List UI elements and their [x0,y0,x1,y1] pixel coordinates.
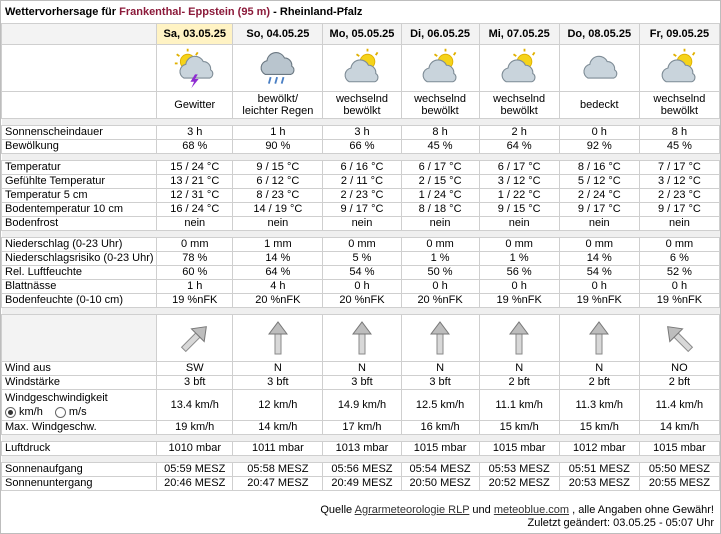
row-bodenfeuchte-0-10-cm-value: 19 %nFK [479,294,559,308]
title-separator: - [270,6,280,18]
wind-gust-value: 17 km/h [323,421,401,435]
row-blattnässe-value: 0 h [401,280,479,294]
wind-speed-value: 12 km/h [233,390,323,421]
wind-gust-value: 15 km/h [479,421,559,435]
row-niederschlag-0-23-uhr-value: 0 mm [639,238,719,252]
unit-kmh-label: km/h [19,406,43,418]
row-temperatur-5-cm-value: 2 / 24 °C [559,189,639,203]
wind-direction-value: N [323,362,401,376]
row-niederschlag-0-23-uhr-value: 0 mm [323,238,401,252]
wind-direction-label: Wind aus [2,362,157,376]
title-prefix: Wettervorhersage für [5,6,120,18]
wind-strength-value: 2 bft [639,376,719,390]
section-separator [2,435,720,442]
row-bewölkung-value: 45 % [401,140,479,154]
row-luftdruck-value: 1011 mbar [233,442,323,456]
row-bodenfeuchte-0-10-cm-value: 20 %nFK [233,294,323,308]
desc-line-1: wechselnd [414,93,467,105]
unit-ms-label: m/s [68,406,87,418]
weather-icon-cell [479,45,559,92]
row-bodenfeuchte-0-10-cm-value: 20 %nFK [401,294,479,308]
section-separator [2,456,720,463]
source-and: und [469,504,494,516]
separator-cell [2,119,720,126]
desc-line-2: bewölkt [343,105,381,117]
row-sonnenscheindauer-value: 1 h [233,126,323,140]
wind-direction-value: N [233,362,323,376]
weather-icon-cell [559,45,639,92]
sun-cloud-icon [497,46,541,90]
wind-direction-row [2,362,720,376]
row-niederschlagsrisiko-0-23-uhr-value: 1 % [401,252,479,266]
row-luftdruck-value: 1015 mbar [639,442,719,456]
wind-strength-row [2,376,720,390]
row-sonnenscheindauer [2,126,720,140]
separator-cell [2,308,720,315]
row-niederschlagsrisiko-0-23-uhr-value: 14 % [559,252,639,266]
row-temperatur-label: Temperatur [2,161,157,175]
wind-arrow-cell [233,315,323,362]
section-separator [2,154,720,161]
cloud-rain-icon [256,46,300,90]
row-niederschlag-0-23-uhr-value: 0 mm [479,238,559,252]
row-sonnenuntergang-value: 20:47 MESZ [233,477,323,491]
row-bodenfrost-value: nein [233,217,323,231]
row-luftdruck-label: Luftdruck [2,442,157,456]
row-sonnenuntergang-value: 20:55 MESZ [639,477,719,491]
wind-speed-value: 11.4 km/h [639,390,719,421]
row-blattnässe-value: 0 h [323,280,401,294]
row-niederschlag-0-23-uhr-value: 0 mm [401,238,479,252]
row-sonnenaufgang-label: Sonnenaufgang [2,463,157,477]
row-niederschlag-0-23-uhr-label: Niederschlag (0-23 Uhr) [2,238,157,252]
row-blattnässe-value: 0 h [479,280,559,294]
row-luftdruck [2,442,720,456]
row-sonnenaufgang-value: 05:50 MESZ [639,463,719,477]
row-temperatur-5-cm [2,189,720,203]
row-blattnässe-label: Blattnässe [2,280,157,294]
wind-direction-value: N [479,362,559,376]
wind-speed-row [2,390,720,421]
row-bodentemperatur-10-cm-label: Bodentemperatur 10 cm [2,203,157,217]
row-bodenfrost-value: nein [323,217,401,231]
row-sonnenscheindauer-label: Sonnenscheindauer [2,126,157,140]
row-temperatur-5-cm-value: 1 / 24 °C [401,189,479,203]
row-sonnenuntergang-value: 20:53 MESZ [559,477,639,491]
row-niederschlagsrisiko-0-23-uhr-value: 5 % [323,252,401,266]
day-header-row [2,24,720,45]
weather-description [233,92,323,119]
row-rel-luftfeuchte-value: 64 % [233,266,323,280]
wind-speed-value: 12.5 km/h [401,390,479,421]
desc-line-2: bewölkt [500,105,538,117]
row-sonnenaufgang-value: 05:56 MESZ [323,463,401,477]
separator-cell [2,231,720,238]
wind-direction-value: NO [639,362,719,376]
wind-strength-value: 3 bft [157,376,233,390]
weather-description [401,92,479,119]
weather-description [157,92,233,119]
weather-description [323,92,401,119]
desc-line-1: wechselnd [653,93,706,105]
row-gefühlte-temperatur-value: 13 / 21 °C [157,175,233,189]
row-niederschlag-0-23-uhr-value: 1 mm [233,238,323,252]
day-header[interactable]: Sa, 03.05.25 [157,24,233,45]
desc-row-label [2,92,157,119]
row-rel-luftfeuchte-value: 56 % [479,266,559,280]
row-bodenfeuchte-0-10-cm-value: 20 %nFK [323,294,401,308]
desc-line-2: bewölkt [421,105,459,117]
row-rel-luftfeuchte [2,266,720,280]
row-luftdruck-value: 1010 mbar [157,442,233,456]
row-temperatur-5-cm-value: 2 / 23 °C [323,189,401,203]
row-rel-luftfeuchte-value: 54 % [323,266,401,280]
wind-gust-row [2,421,720,435]
row-sonnenuntergang-value: 20:52 MESZ [479,477,559,491]
row-bodenfeuchte-0-10-cm-value: 19 %nFK [559,294,639,308]
row-sonnenscheindauer-value: 2 h [479,126,559,140]
wind-arrow-icon [499,318,539,358]
row-rel-luftfeuchte-value: 54 % [559,266,639,280]
row-bewölkung-value: 45 % [639,140,719,154]
row-rel-luftfeuchte-label: Rel. Luftfeuchte [2,266,157,280]
wind-gust-value: 14 km/h [639,421,719,435]
row-blattnässe-value: 0 h [559,280,639,294]
wind-strength-value: 3 bft [401,376,479,390]
sun-cloud-icon [418,46,462,90]
row-sonnenaufgang-value: 05:51 MESZ [559,463,639,477]
row-bodenfrost-value: nein [559,217,639,231]
row-sonnenuntergang-value: 20:50 MESZ [401,477,479,491]
wind-speed-label-cell [2,390,157,421]
wind-strength-value: 3 bft [323,376,401,390]
wind-gust-value: 15 km/h [559,421,639,435]
wind-gust-label: Max. Windgeschw. [2,421,157,435]
wind-strength-value: 2 bft [479,376,559,390]
disclaimer: , alle Angaben ohne Gewähr! [569,504,714,516]
row-bodenfrost-value: nein [479,217,559,231]
row-luftdruck-value: 1015 mbar [401,442,479,456]
row-luftdruck-value: 1013 mbar [323,442,401,456]
wind-arrow-cell [639,315,719,362]
row-sonnenscheindauer-value: 8 h [639,126,719,140]
desc-line-1: wechselnd [493,93,546,105]
desc-line-1: bewölkt/ [257,93,299,105]
row-niederschlag-0-23-uhr [2,238,720,252]
wind-arrow-cell [479,315,559,362]
cloud-icon [577,46,621,90]
meteoblue-link[interactable]: meteoblue.com [493,504,570,516]
wind-strength-value: 3 bft [233,376,323,390]
row-rel-luftfeuchte-value: 52 % [639,266,719,280]
row-temperatur-value: 7 / 17 °C [639,161,719,175]
weather-icon-cell [157,45,233,92]
row-niederschlag-0-23-uhr-value: 0 mm [157,238,233,252]
forecast-table [1,23,720,491]
day-header[interactable]: Di, 06.05.25 [401,24,479,45]
agrarmeteorologie-link[interactable]: Agrarmeteorologie RLP [354,504,470,516]
sun-cloud-icon [657,46,701,90]
row-bodenfrost-label: Bodenfrost [2,217,157,231]
row-temperatur-5-cm-value: 1 / 22 °C [479,189,559,203]
desc-line-1: bedeckt [580,99,619,111]
unit-ms-radio[interactable] [55,407,66,418]
separator-cell [2,154,720,161]
wind-strength-label: Windstärke [2,376,157,390]
day-header[interactable]: So, 04.05.25 [233,24,323,45]
weather-icon-cell [639,45,719,92]
row-sonnenaufgang [2,463,720,477]
sun-cloud-thunder-icon [173,46,217,90]
desc-line-2: leichter Regen [242,105,314,117]
row-bewölkung [2,140,720,154]
row-temperatur-value: 6 / 17 °C [479,161,559,175]
row-blattnässe-value: 0 h [639,280,719,294]
row-sonnenaufgang-value: 05:54 MESZ [401,463,479,477]
desc-line-1: wechselnd [335,93,388,105]
row-temperatur-value: 8 / 16 °C [559,161,639,175]
row-rel-luftfeuchte-value: 50 % [401,266,479,280]
wind-direction-value: N [401,362,479,376]
weather-description [639,92,719,119]
row-temperatur-5-cm-value: 2 / 23 °C [639,189,719,203]
wind-strength-value: 2 bft [559,376,639,390]
wind-arrow-row [2,315,720,362]
wind-arrow-icon [342,318,382,358]
row-gefühlte-temperatur-label: Gefühlte Temperatur [2,175,157,189]
desc-line-2: bewölkt [660,105,699,117]
row-blattnässe-value: 4 h [233,280,323,294]
wind-gust-value: 19 km/h [157,421,233,435]
row-temperatur-value: 9 / 15 °C [233,161,323,175]
row-gefühlte-temperatur-value: 2 / 11 °C [323,175,401,189]
location-name: Frankenthal- Eppstein (95 m) [119,6,271,18]
day-header[interactable]: Do, 08.05.25 [559,24,639,45]
weather-icon-row [2,45,720,92]
row-sonnenscheindauer-value: 3 h [323,126,401,140]
row-bodenfeuchte-0-10-cm-value: 19 %nFK [157,294,233,308]
sun-cloud-icon [340,46,384,90]
row-sonnenuntergang-value: 20:46 MESZ [157,477,233,491]
row-niederschlagsrisiko-0-23-uhr-value: 6 % [639,252,719,266]
row-temperatur-5-cm-label: Temperatur 5 cm [2,189,157,203]
row-gefühlte-temperatur-value: 5 / 12 °C [559,175,639,189]
row-bodenfeuchte-0-10-cm-label: Bodenfeuchte (0-10 cm) [2,294,157,308]
row-sonnenaufgang-value: 05:59 MESZ [157,463,233,477]
row-temperatur-value: 6 / 16 °C [323,161,401,175]
section-separator [2,308,720,315]
row-gefühlte-temperatur-value: 3 / 12 °C [479,175,559,189]
row-sonnenuntergang [2,477,720,491]
row-bodenfeuchte-0-10-cm [2,294,720,308]
row-gefühlte-temperatur-value: 6 / 12 °C [233,175,323,189]
section-separator [2,231,720,238]
page-title [1,1,720,23]
row-sonnenaufgang-value: 05:53 MESZ [479,463,559,477]
weather-description-row [2,92,720,119]
wind-arrow-icon [258,318,298,358]
separator-cell [2,435,720,442]
footer [320,504,714,530]
day-header[interactable]: Mi, 07.05.25 [479,24,559,45]
wind-arrow-cell [157,315,233,362]
row-bodenfeuchte-0-10-cm-value: 19 %nFK [639,294,719,308]
row-niederschlagsrisiko-0-23-uhr-label: Niederschlagsrisiko (0-23 Uhr) [2,252,157,266]
unit-kmh-radio[interactable] [5,407,16,418]
wind-arrow-cell [401,315,479,362]
weather-icon-cell [233,45,323,92]
row-temperatur-5-cm-value: 12 / 31 °C [157,189,233,203]
wind-direction-value: SW [157,362,233,376]
row-bodentemperatur-10-cm-value: 9 / 17 °C [323,203,401,217]
row-niederschlagsrisiko-0-23-uhr-value: 14 % [233,252,323,266]
row-gefühlte-temperatur-value: 2 / 15 °C [401,175,479,189]
row-temperatur-5-cm-value: 8 / 23 °C [233,189,323,203]
desc-line-1: Gewitter [174,99,216,111]
row-luftdruck-value: 1012 mbar [559,442,639,456]
wind-arrow-icon [175,318,215,358]
weather-description [479,92,559,119]
row-temperatur-value: 15 / 24 °C [157,161,233,175]
wind-arrow-icon [579,318,619,358]
row-sonnenscheindauer-value: 0 h [559,126,639,140]
row-niederschlagsrisiko-0-23-uhr-value: 78 % [157,252,233,266]
arrow-row-label [2,315,157,362]
day-header[interactable]: Mo, 05.05.25 [323,24,401,45]
wind-direction-value: N [559,362,639,376]
row-bodenfrost [2,217,720,231]
day-header[interactable]: Fr, 09.05.25 [639,24,719,45]
row-bewölkung-value: 66 % [323,140,401,154]
row-bodenfrost-value: nein [157,217,233,231]
wind-arrow-cell [323,315,401,362]
wind-arrow-cell [559,315,639,362]
wind-gust-value: 14 km/h [233,421,323,435]
wind-gust-value: 16 km/h [401,421,479,435]
row-temperatur-value: 6 / 17 °C [401,161,479,175]
row-bewölkung-value: 92 % [559,140,639,154]
last-changed: Zuletzt geändert: 03.05.25 - 05:07 Uhr [527,517,714,529]
row-bodenfrost-value: nein [401,217,479,231]
region-name: Rheinland-Pfalz [279,6,363,18]
row-bodentemperatur-10-cm-value: 9 / 17 °C [559,203,639,217]
row-bewölkung-label: Bewölkung [2,140,157,154]
wind-speed-value: 13.4 km/h [157,390,233,421]
row-bodenfrost-value: nein [639,217,719,231]
row-bodentemperatur-10-cm-value: 9 / 15 °C [479,203,559,217]
section-separator [2,119,720,126]
icon-row-label [2,45,157,92]
separator-cell [2,456,720,463]
row-blattnässe [2,280,720,294]
weather-description [559,92,639,119]
row-bewölkung-value: 68 % [157,140,233,154]
unit-selector [5,406,156,418]
wind-arrow-icon [659,318,699,358]
row-niederschlag-0-23-uhr-value: 0 mm [559,238,639,252]
row-sonnenuntergang-label: Sonnenuntergang [2,477,157,491]
wind-speed-value: 11.3 km/h [559,390,639,421]
header-corner [2,24,157,45]
weather-icon-cell [401,45,479,92]
row-bodentemperatur-10-cm-value: 9 / 17 °C [639,203,719,217]
row-rel-luftfeuchte-value: 60 % [157,266,233,280]
row-sonnenuntergang-value: 20:49 MESZ [323,477,401,491]
row-bodentemperatur-10-cm-value: 14 / 19 °C [233,203,323,217]
weather-icon-cell [323,45,401,92]
wind-speed-value: 11.1 km/h [479,390,559,421]
wind-speed-value: 14.9 km/h [323,390,401,421]
row-gefühlte-temperatur-value: 3 / 12 °C [639,175,719,189]
source-prefix: Quelle [320,504,355,516]
wind-speed-label: Windgeschwindigkeit [5,392,108,404]
row-temperatur [2,161,720,175]
row-niederschlagsrisiko-0-23-uhr-value: 1 % [479,252,559,266]
row-gefühlte-temperatur [2,175,720,189]
row-bodentemperatur-10-cm [2,203,720,217]
row-sonnenaufgang-value: 05:58 MESZ [233,463,323,477]
row-bewölkung-value: 64 % [479,140,559,154]
wind-arrow-icon [420,318,460,358]
row-niederschlagsrisiko-0-23-uhr [2,252,720,266]
row-luftdruck-value: 1015 mbar [479,442,559,456]
row-sonnenscheindauer-value: 8 h [401,126,479,140]
row-bewölkung-value: 90 % [233,140,323,154]
row-sonnenscheindauer-value: 3 h [157,126,233,140]
row-blattnässe-value: 1 h [157,280,233,294]
row-bodentemperatur-10-cm-value: 8 / 18 °C [401,203,479,217]
row-bodentemperatur-10-cm-value: 16 / 24 °C [157,203,233,217]
